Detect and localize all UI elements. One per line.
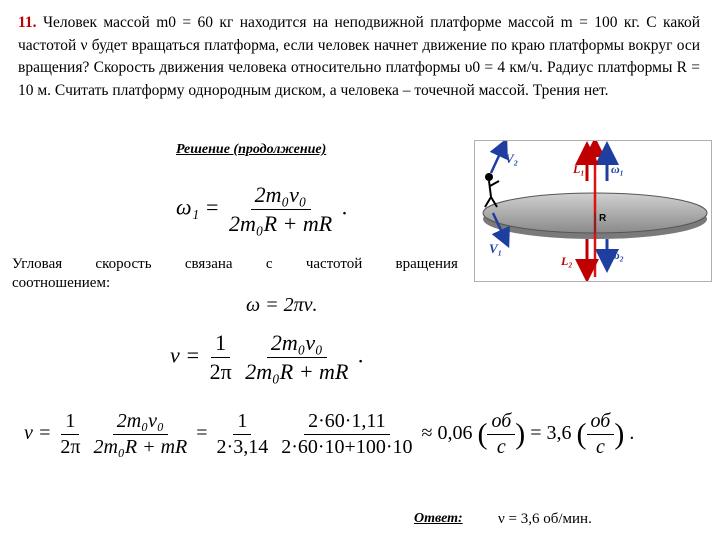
answer-label: Ответ: [414,511,463,526]
formula4-approx: ≈ 0,06 [421,422,473,445]
formula4-unit1-den: с [496,436,506,458]
relation-word: частотой [305,256,363,272]
left-paren-1: ( [477,417,488,451]
formula4-unit2-num: об [587,410,615,435]
label-L2: L₂ [561,254,573,268]
formula4-coef2 [213,410,273,459]
formula4-den2: 2·60·10+100·10 [281,436,413,458]
problem-number: 11. [18,14,37,31]
label-L1: L₁ [573,162,585,176]
relation-word: Угловая [12,256,63,272]
formula1-lhs: ω₁ = [176,194,220,220]
person-icon [485,173,499,207]
formula1-tail: . [341,194,348,220]
formula4-lhs: ν = [24,422,52,445]
formula4-tail: . [629,422,635,445]
solution-heading: Решение (продолжение) [176,142,327,157]
formula4-unit1 [487,410,515,459]
formula1-denominator: 2m₀R + mR [229,211,333,236]
formula4-coef2-den: 2·3,14 [216,436,269,458]
label-omega1: ω₁ [611,162,624,176]
relation-text-line1 [12,253,458,275]
relation-word: скорость [95,256,152,272]
formula-nu [170,330,363,385]
formula4-num1: 2m₀v₀ [113,410,168,435]
label-R: R [599,213,607,224]
vector-V2 [491,147,503,173]
right-paren-1: ) [515,417,526,451]
formula-numeric [24,410,634,459]
platform-figure [474,140,712,282]
formula3-coef [206,330,236,385]
formula4-den1: 2m₀R + mR [93,436,188,458]
formula1-numerator: 2m₀v₀ [251,182,311,210]
label-omega2: ω₂ [611,248,624,262]
formula4-num2: 2·60·1,11 [304,410,390,435]
formula3-numerator: 2m₀v₀ [267,330,327,358]
formula3-tail: . [357,342,364,368]
formula4-frac1 [89,410,191,459]
formula4-coef1 [56,410,84,459]
right-paren-2: ) [614,417,625,451]
label-V1: V₁ [489,241,503,256]
formula4-coef2-num: 1 [233,410,251,435]
answer-value: ν = 3,6 об/мин. [498,511,592,527]
formula-omega-nu: ω = 2πν. [246,294,318,316]
formula3-fraction [241,330,352,385]
relation-word: с [265,256,273,272]
formula4-mid: = 3,6 [530,422,572,445]
formula3-denominator: 2m₀R + mR [245,359,349,384]
formula4-unit2-den: с [596,436,605,458]
problem-text: Человек массой m0 = 60 кг находится на неподвижной платформе массой m = 100 кг. С какой частотой ν будет вращаться платформа, если человек начнет движение по краю платформы вокруг оси вращения? Скорость движения человека относительно платформы υ0 = 4 км/ч. Радиус платформы R = 10 м. Считать платформу однородным диском, а человека – точечной массой. Трения нет. [18,14,701,99]
formula3-lhs: ν = [170,342,201,368]
relation-word: связана [184,256,233,272]
formula4-unit1-num: об [487,410,515,435]
formula3-coef-den: 2π [209,359,232,384]
formula4-frac2 [277,410,416,459]
left-paren-2: ( [576,417,587,451]
label-V2: V₂ [505,151,519,166]
formula4-eq: = [196,422,208,445]
problem-statement [18,12,700,102]
formula4-coef1-num: 1 [61,410,79,435]
relation-word: вращения [395,256,458,272]
formula4-coef1-den: 2π [60,436,81,458]
formula3-coef-num: 1 [211,330,230,358]
formula-omega1 [176,182,347,237]
platform-diagram [475,141,711,281]
formula4-unit2 [587,410,615,459]
relation-text-line2: соотношением: [12,275,111,291]
formula1-fraction [225,182,336,237]
